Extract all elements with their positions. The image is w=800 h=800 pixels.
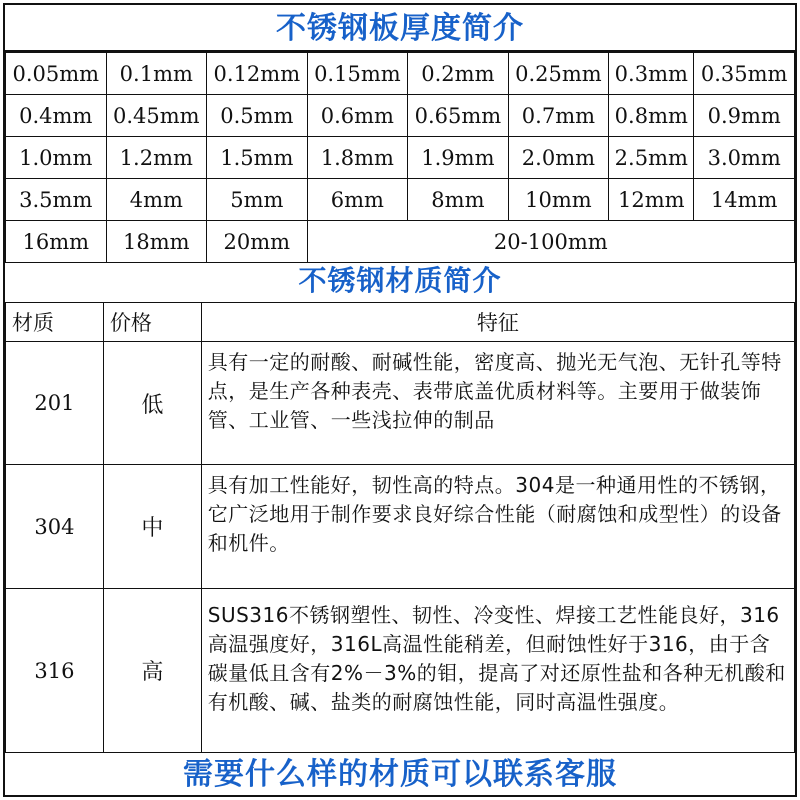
size-cell: 10mm bbox=[508, 179, 609, 221]
footer-contact-text: 需要什么样的材质可以联系客服 bbox=[183, 757, 617, 792]
table-row bbox=[6, 589, 795, 753]
size-cell: 3.5mm bbox=[6, 179, 107, 221]
size-cell: 4mm bbox=[106, 179, 207, 221]
size-cell: 0.2mm bbox=[408, 53, 509, 95]
size-cell: 0.25mm bbox=[508, 53, 609, 95]
size-cell: 0.6mm bbox=[307, 95, 408, 137]
thickness-table bbox=[5, 52, 795, 263]
material-feature: 具有一定的耐酸、耐碱性能，密度高、抛光无气泡、无针孔等特点，是生产各种表壳、表带底盖优质材料等。主要用于做装饰管、工业管、一些浅拉伸的制品 bbox=[201, 342, 794, 465]
size-cell: 16mm bbox=[6, 221, 107, 263]
size-cell: 0.4mm bbox=[6, 95, 107, 137]
size-cell: 0.65mm bbox=[408, 95, 509, 137]
table-header-row bbox=[6, 303, 795, 342]
size-cell: 1.5mm bbox=[207, 137, 308, 179]
size-cell: 0.35mm bbox=[694, 53, 795, 95]
size-cell: 5mm bbox=[207, 179, 308, 221]
header-price: 价格 bbox=[103, 303, 201, 342]
material-code: 201 bbox=[6, 342, 104, 465]
size-range-cell: 20-100mm bbox=[307, 221, 794, 263]
table-row bbox=[6, 95, 795, 137]
size-cell: 0.7mm bbox=[508, 95, 609, 137]
material-feature: SUS316不锈钢塑性、韧性、冷变性、焊接工艺性能良好，316高温强度好，316L高温性能稍差，但耐蚀性好于316，由于含碳量低且含有2%－3%的钼，提高了对还原性盐和各种无机酸和有机酸、碱、盐类的耐腐蚀性能，同时高温性强度。 bbox=[201, 589, 794, 753]
size-cell: 14mm bbox=[694, 179, 795, 221]
size-cell: 3.0mm bbox=[694, 137, 795, 179]
size-cell: 0.9mm bbox=[694, 95, 795, 137]
material-title: 不锈钢材质简介 bbox=[298, 264, 502, 297]
size-cell: 6mm bbox=[307, 179, 408, 221]
table-row bbox=[6, 465, 795, 589]
size-cell: 0.15mm bbox=[307, 53, 408, 95]
size-cell: 0.45mm bbox=[106, 95, 207, 137]
size-cell: 0.3mm bbox=[609, 53, 694, 95]
table-row bbox=[6, 342, 795, 465]
price-level: 中 bbox=[103, 465, 201, 589]
table-row bbox=[6, 221, 795, 263]
size-cell: 8mm bbox=[408, 179, 509, 221]
size-cell: 1.9mm bbox=[408, 137, 509, 179]
material-code: 316 bbox=[6, 589, 104, 753]
material-code: 304 bbox=[6, 465, 104, 589]
size-cell: 0.8mm bbox=[609, 95, 694, 137]
header-feature: 特征 bbox=[201, 303, 794, 342]
size-cell: 0.5mm bbox=[207, 95, 308, 137]
thickness-title: 不锈钢板厚度简介 bbox=[276, 11, 524, 46]
size-cell: 0.05mm bbox=[6, 53, 107, 95]
price-level: 高 bbox=[103, 589, 201, 753]
size-cell: 1.8mm bbox=[307, 137, 408, 179]
table-row bbox=[6, 53, 795, 95]
size-cell: 1.2mm bbox=[106, 137, 207, 179]
size-cell: 0.12mm bbox=[207, 53, 308, 95]
table-row bbox=[6, 179, 795, 221]
table-row bbox=[6, 137, 795, 179]
size-cell: 20mm bbox=[207, 221, 308, 263]
size-cell: 1.0mm bbox=[6, 137, 107, 179]
header-material: 材质 bbox=[6, 303, 104, 342]
size-cell: 0.1mm bbox=[106, 53, 207, 95]
size-cell: 2.0mm bbox=[508, 137, 609, 179]
size-cell: 12mm bbox=[609, 179, 694, 221]
material-feature: 具有加工性能好，韧性高的特点。304是一种通用性的不锈钢，它广泛地用于制作要求良好综合性能（耐腐蚀和成型性）的设备和机件。 bbox=[201, 465, 794, 589]
material-table bbox=[5, 302, 795, 753]
size-cell: 18mm bbox=[106, 221, 207, 263]
price-level: 低 bbox=[103, 342, 201, 465]
size-cell: 2.5mm bbox=[609, 137, 694, 179]
spec-sheet bbox=[3, 3, 797, 797]
